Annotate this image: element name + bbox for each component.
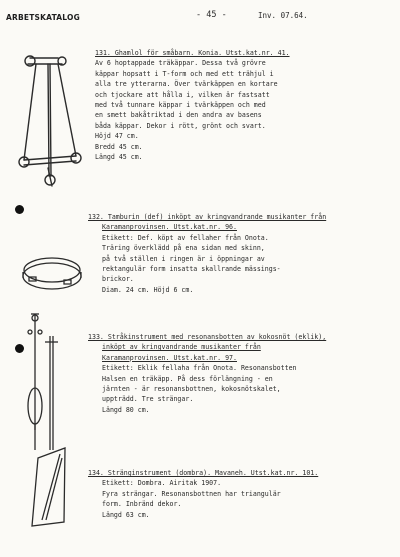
entry-text-line: Höjd 47 cm. [95, 132, 139, 141]
entry-text-line: med två tunnare käppar i tvärkäppen och med [95, 101, 266, 110]
inventory-number: Inv. 07.64. [258, 11, 308, 20]
entry-title-line: 131. Ghamlol för småbarn. Konia. Utst.kat.nr. 41. [95, 49, 290, 57]
entry-text-line: och tjockare att hålla i, vilken är fastsatt [95, 90, 270, 99]
catalog-entry-134 [88, 468, 318, 520]
entry-title-line: inköpt av kringvandrande musikanter från [102, 343, 261, 352]
tambourine-drawing [20, 250, 84, 300]
catalog-entry-131 [95, 48, 290, 162]
entry-title-line: 134. Stränginstrument (dombra). Mavaneh. Utst.kat.nr. 101. [88, 469, 319, 477]
catalog-entry-133 [88, 332, 326, 415]
entry-text-line: Bredd 45 cm. [95, 142, 143, 151]
entry-text-line: form. Inbränd dekor. [102, 500, 182, 509]
entry-text-line: Etikett: Def. köpt av fellaher från Onota. [102, 233, 269, 242]
entry-text-line: Diam. 24 cm. Höjd 6 cm. [102, 285, 194, 294]
entry-text-line: Längd 45 cm. [95, 153, 143, 162]
entry-text-line: Av 6 hoptappade träkäppar. Dessa två grövre [95, 59, 266, 68]
entry-text-line: uppträdd. Tre strängar. [102, 395, 194, 404]
entry-text-line: brickor. [102, 275, 134, 284]
entry-text-line: en smett bakåtriktad i den andra av basens [95, 111, 262, 120]
page-number: - 45 - [196, 10, 227, 20]
entry-text-line: på två ställen i ringen är i öppningar av [102, 254, 265, 263]
header-stamp: ARBETSKATALOG [6, 13, 80, 22]
entry-title-line: Karamanprovinsen. Utst.kat.nr. 97. [102, 353, 237, 362]
entry-text-line: Halsen en träkäpp. På dess förlängning - en [102, 374, 273, 383]
entry-text-line: båda käppar. Dekor i rött, grönt och svart. [95, 121, 266, 130]
entry-text-line: Längd 80 cm. [102, 405, 150, 414]
entry-text-line: Fyra strängar. Resonansbottnen har triangulär [102, 489, 281, 498]
entry-text-line: järnten - är resonansbottnen, kokosnötskalet, [102, 385, 281, 394]
entry-text-line: alla tre ytterarna. Över tvärkäppen en kortare [95, 80, 278, 89]
punch-hole-top [15, 205, 24, 214]
entry-text-line: Längd 63 cm. [102, 510, 150, 519]
entry-text-line: käppar hopsatt i T-form och med ett trähjul i [95, 69, 274, 78]
entry-title-line: 133. Stråkinstrument med resonansbotten av kokosnöt (eklik), [88, 333, 327, 341]
entry-text-line: Etikett: Dombra. Airitak 1907. [102, 479, 222, 488]
entry-title-line: 132. Tamburin (def) inköpt av kringvandrande musikanter från [88, 213, 327, 221]
entry-title-line: Karamanprovinsen. Utst.kat.nr. 96. [102, 223, 237, 232]
entry-text-line: Träring överklädd på ena sidan med skinn, [102, 244, 265, 253]
entry-text-line: Etikett: Eklik fellaha från Onota. Resonansbotten [102, 364, 297, 373]
dombra-drawing [20, 330, 66, 530]
catalog-entry-132 [88, 212, 326, 295]
baby-walker-drawing [18, 48, 84, 198]
entry-text-line: rektangulär form insatta skallrande mässings- [102, 265, 281, 274]
